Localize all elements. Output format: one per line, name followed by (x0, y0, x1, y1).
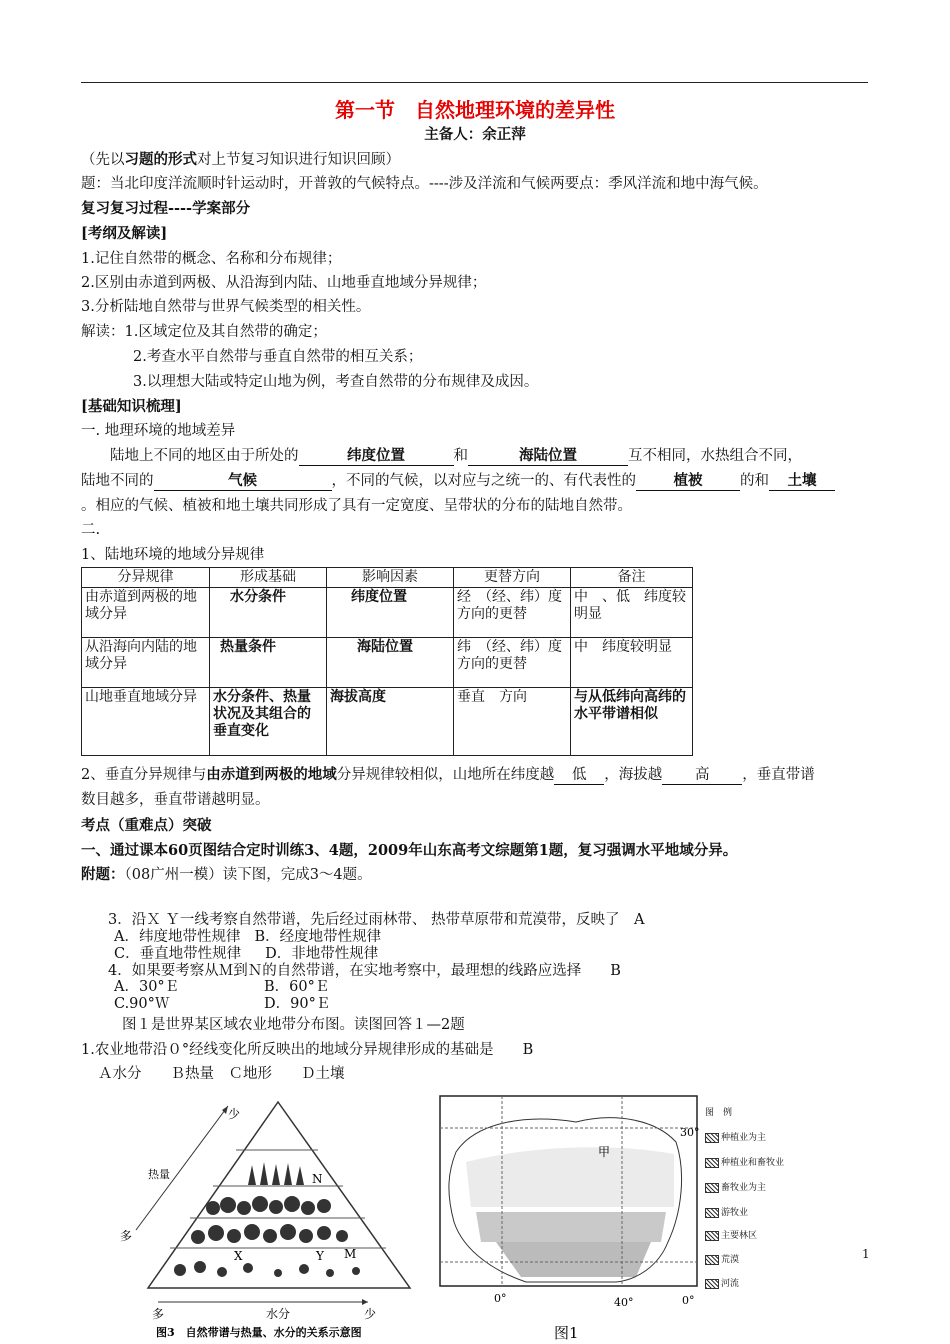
question-1: 1.农业地带沿０°经线变化所反映出的地域分异规律形成的基础是 B (81, 1042, 534, 1058)
header-rule (81, 82, 868, 83)
table-cell: 由赤道到两极的地域分异 (82, 588, 210, 638)
fig3-axis-water: 水分 (266, 1307, 291, 1321)
q4-options-row2: C.90°Ｗ D．90°Ｅ (114, 996, 331, 1012)
table-cell: 热量条件 (210, 638, 327, 688)
fig3-pyramid-diagram (118, 1090, 418, 1344)
q3-options-row2: C．垂直地带性规律 D．非地带性规律 (114, 946, 379, 962)
table-row (82, 688, 693, 756)
table-header: 更替方向 (454, 568, 571, 588)
fig1-legend-item: 主要林区 (705, 1228, 757, 1241)
fig1-legend-item: 河流 (705, 1276, 739, 1289)
para-line-1: 陆地上不同的地区由于所处的 纬度位置 和 海陆位置 互不相同，水热组合不同， (110, 447, 802, 464)
fig1-lon0: 0° (494, 1292, 507, 1305)
table-cell: 中 、低 纬度较明显 (571, 588, 693, 638)
table-header: 分异规律 (82, 568, 210, 588)
fig1-legend-item: 荒漠 (705, 1252, 739, 1265)
fig3-label-bottom-left: 多 (152, 1307, 165, 1321)
intro-line: （先以习题的形式对上节复习知识进行知识回顾） (81, 151, 400, 168)
page-number: 1 (862, 1247, 870, 1261)
page-title: 第一节 自然地理环境的差异性 (335, 98, 615, 122)
table-row (82, 588, 693, 638)
outline-item: 1.记住自然带的概念、名称和分布规律； (81, 251, 342, 267)
question-4: 4．如果要考察从Ｍ到Ｎ的自然带谱，在实地考察中，最理想的线路应选择 B (108, 963, 621, 979)
table-cell: 经 （经、纬）度方向的更替 (454, 588, 571, 638)
blank-climate: 气候 (154, 472, 332, 491)
outline-heading: [考纲及解读] (81, 225, 168, 242)
fig3-caption: 图3 自然带谱与热量、水分的关系示意图 (156, 1326, 362, 1339)
vertical-line-1: 2、垂直分异规律与由赤道到两极的地域分异规律较相似，山地所在纬度越 低 ，海拔越 高 ，垂直带谱 (81, 766, 815, 783)
table-cell: 纬度位置 (327, 588, 454, 638)
table-cell: 与从低纬向高纬的水平带谱相似 (571, 688, 693, 756)
fig3-label-top: 少 (228, 1107, 241, 1121)
table-cell: 山地垂直地域分异 (82, 688, 210, 756)
q4-options-row1: A．30°Ｅ B．60°Ｅ (114, 979, 330, 995)
fig1-caption: 图1 (554, 1324, 579, 1342)
fig1-lat0: 0° (682, 1294, 695, 1307)
q3-options-row1: A．纬度地带性规律 B．经度地带性规律 (114, 929, 382, 945)
table-cell: 海拔高度 (327, 688, 454, 756)
author-line: 主备人：余正萍 (424, 126, 526, 143)
table-cell: 海陆位置 (327, 638, 454, 688)
keypoint-1: 一、通过课本60页图结合定时训练3、4题，2009年山东高考文综题第1题，复习强调水平地域分异。 (81, 842, 738, 859)
outline-item: 2.区别由赤道到两极、从沿海到内陆、山地垂直地域分异规律； (81, 275, 487, 291)
table-row (82, 638, 693, 688)
interp-label: 解读：1.区域定位及其自然带的确定； (81, 324, 327, 340)
fig3-label-y: Y (316, 1249, 324, 1263)
section2-heading: 二. (81, 522, 101, 538)
fig3-label-m: M (344, 1247, 357, 1261)
fig1-legend-item: 种植业为主 (705, 1130, 766, 1143)
fig1-legend-item: 畜牧业为主 (705, 1180, 766, 1193)
para-line-2: 陆地不同的 气候 ，不同的气候，以对应与之统一的、有代表性的 植被 的和 土壤 (81, 471, 835, 491)
blank-vegetation: 植被 (636, 472, 740, 491)
question-3: 3．沿Ｘ Ｙ一线考察自然带谱，先后经过雨林带、 热带草原带和荒漠带，反映了 A (108, 912, 645, 928)
zonation-table (81, 567, 693, 756)
fig1-lat30: 30° (680, 1126, 700, 1139)
fig3-label-x: X (234, 1249, 243, 1263)
fig1-label-jia: 甲 (598, 1145, 611, 1159)
fig1-intro: 图１是世界某区域农业地带分布图。读图回答１—2题 (122, 1017, 465, 1033)
table-title: 1、陆地环境的地域分异规律 (81, 547, 265, 563)
para-line-3: 。相应的气候、植被和地土壤共同形成了具有一定宽度、呈带状的分布的陆地自然带。 (81, 498, 632, 514)
blank-latitude: 纬度位置 (299, 447, 454, 466)
basics-heading: [基础知识梳理] (81, 398, 182, 415)
table-cell: 垂直 方向 (454, 688, 571, 756)
outline-item: 3.分析陆地自然带与世界气候类型的相关性。 (81, 299, 371, 315)
interp-item: 3.以理想大陆或特定山地为例，考查自然带的分布规律及成因。 (133, 374, 539, 390)
fig3-label-bottom-right: 少 (364, 1307, 377, 1321)
table-cell: 从沿海向内陆的地域分异 (82, 638, 210, 688)
appendix-line: 附题：（08广州一模）读下图，完成3～4题。 (81, 866, 372, 883)
interp-item: 2.考查水平自然带与垂直自然带的相互关系； (133, 349, 423, 365)
section1-heading: 一. 地理环境的地域差异 (81, 423, 236, 439)
fig1-legend-title: 图 例 (705, 1108, 733, 1118)
question-line: 题：当北印度洋流顺时针运动时，开普敦的气候特点。----涉及洋流和气候两要点：季风洋流和地中海气候。 (81, 176, 768, 192)
q1-options: Ａ水分 Ｂ热量 Ｃ地形 Ｄ土壤 (98, 1066, 345, 1082)
blank-sea-land: 海陆位置 (468, 447, 628, 466)
table-cell: 纬 （经、纬）度方向的更替 (454, 638, 571, 688)
fig3-axis-heat: 热量 (148, 1168, 170, 1181)
table-header-row (82, 568, 693, 588)
table-cell: 中 纬度较明显 (571, 638, 693, 688)
review-heading: 复习复习过程----学案部分 (81, 200, 251, 217)
table-header: 形成基础 (210, 568, 327, 588)
fig1-legend-item: 游牧业 (705, 1205, 748, 1218)
table-header: 备注 (571, 568, 693, 588)
table-cell: 水分条件 (210, 588, 327, 638)
table-header: 影响因素 (327, 568, 454, 588)
blank-soil: 土壤 (769, 472, 835, 491)
fig3-label-left-bottom: 多 (120, 1229, 133, 1243)
table-cell: 水分条件、热量状况及其组合的垂直变化 (210, 688, 327, 756)
keypoint-heading: 考点（重难点）突破 (81, 817, 212, 834)
fig1-legend-item: 种植业和畜牧业 (705, 1155, 784, 1168)
fig1-lon40: 40° (614, 1296, 634, 1309)
vertical-line-2: 数目越多，垂直带谱越明显。 (81, 792, 270, 808)
fig3-label-n: N (312, 1172, 323, 1186)
